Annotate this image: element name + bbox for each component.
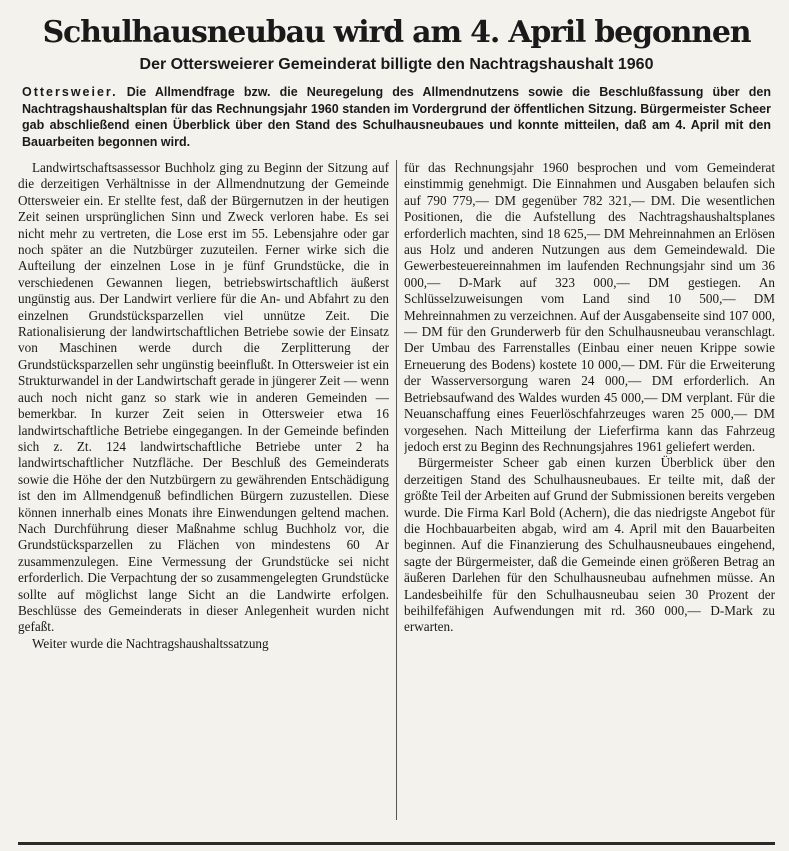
column-divider [396, 160, 397, 820]
paragraph: Bürgermeister Scheer gab einen kurzen Überblick über den derzeitigen Stand des Schulhausneubaues. Er teilte mit, daß der größte Teil der Arbeiten auf Grund der Submissionen bereits vergeben wurde. Die Firma Karl Bold (Achern), die das niedrigste Angebot für die Hochbauarbeiten abgab, wird am 4. April mit den Bauarbeiten beginnen. Auf die Finanzierung des Schulhausneubaues eingehend, sagte der Bürgermeister, daß die Gemeinde einen größeren Betrag an äußeren Darlehen für den Schulhausneubau aufnehmen müsse. An Landesbeihilfe für den Schulhausneubau seien 30 Prozent der beihilfefähigen Aufwendungen mit rd. 360 000,— D-Mark zu erwarten. [404, 455, 775, 635]
subheadline: Der Ottersweierer Gemeinderat billigte den Nachtragshaushalt 1960 [139, 56, 654, 73]
bottom-rule [18, 842, 775, 845]
lead-text: Die Allmendfrage bzw. die Neuregelung des Allmendnutzens sowie die Beschlußfassung über den Nachtragshaushaltsplan für das Rechnungsjahr 1960 standen im Vordergrund der öffentlichen Sitzung. Bürgermeister Scheer gab abschließend einen Überblick über den Stand des Schulhausneubaues und konnte mitteilen, daß am 4. April mit den Bauarbeiten begonnen wird. [22, 85, 771, 149]
column-left [18, 160, 389, 820]
paragraph: Landwirtschaftsassessor Buchholz ging zu Beginn der Sitzung auf die derzeitigen Verhältnisse in der Allmendnutzung der Gemeinde Ottersweier ein. Er stellte fest, daß der Bürgernutzen in der heutigen Zeit seinen ursprünglichen Sinn und Zweck verloren habe. Es sei nicht mehr zu vertreten, die Lose erst im 55. Lebensjahre oder gar noch später an die Nutzbürger zuzuteilen. Ferner wirke sich die Aufteilung der einzelnen Lose in je fünf Grundstücke, die in verschiedenen Gewannen liegen, betriebswirtschaftlich äußerst ungünstig aus. Der Landwirt verliere für die An- und Abfahrt zu den einzelnen Grundstücksparzellen viel unnütze Zeit. Die Rationalisierung der landwirtschaftlichen Betriebe sowie der Einsatz von Maschinen werde durch die Zerplitterung der Grundstücksparzellen sehr ungünstig beeinflußt. In Ottersweier ist ein Strukturwandel in der Landwirtschaft gerade in jüngerer Zeit — wenn auch noch nicht ganz so stark wie in anderen Gemeinden — bemerkbar. In kurzer Zeit seien in Ottersweier etwa 16 landwirtschaftliche Betriebe eingegangen. In der Gemeinde befinden sich z. Zt. 124 landwirtschaftliche Betriebe unter 2 ha landwirtschaftlicher Nutzfläche. Der Beschluß des Gemeinderats sowie die Höhe der den Nutzbürgern zu gewährenden Entschädigung ist den im Allmendgenuß befindlichen Bürgern zuzustellen. Diese können innerhalb eines Monats ihre Einwendungen geltend machen. Nach Durchführung dieser Maßnahme schlug Buchholz vor, die Grundstücksparzellen zu Flächen von mindestens 60 Ar zusammenzulegen. Eine Vermessung der Grundstücke sei nicht erforderlich. Die Verpachtung der so zusammengelegten Grundstücke sollte auf möglichst lange Sicht an die Landwirte erfolgen. Beschlüsse des Gemeinderats in dieser Anlegenheit wurden nicht gefaßt. [18, 160, 389, 635]
dateline-place: Ottersweier. [22, 85, 118, 99]
lead-paragraph [18, 84, 775, 150]
column-right [404, 160, 775, 820]
paragraph: für das Rechnungsjahr 1960 besprochen und vom Gemeinderat einstimmig genehmigt. Die Einnahmen und Ausgaben belaufen sich auf 790 779,— DM gegenüber 782 321,— DM. Die wesentlichen Positionen, die die Aufstellung des Nachtragshaushaltsplanes erforderlich machten, sind 18 625,— DM Mehreinnahmen an Erlösen aus Holz und anderen Nutzungen aus dem Gemeindewald. Die Gewerbesteuereinnahmen im laufenden Rechnungsjahr sind um 36 000,— D-Mark auf 323 000,— DM gestiegen. An Schlüsselzuweisungen vom Land sind 10 500,— DM Mehreinnahmen zu verzeichnen. Auf der Ausgabenseite sind 107 000,— DM für den Grunderwerb für den Schulhausneubau veranschlagt. Der Umbau des Farrenstalles (Einbau einer neuen Krippe sowie Erneuerung des Bodens) kostete 10 000,— DM. Für die Erweiterung der Wasserversorgung waren 24 000,— DM erforderlich. An Betriebsaufwand des Waldes wurden 45 000,— DM verplant. Für die Neuanschaffung eines Feuerlöschfahrzeuges waren 25 000,— DM vorgesehen. Nach Mitteilung der Lieferfirma kann das Fahrzeug jedoch erst zu Beginn des Rechnungsjahres 1961 geliefert werden. [404, 160, 775, 454]
paragraph: Weiter wurde die Nachtragshaushaltssatzung [32, 635, 269, 651]
headline: Schulhausneubau wird am 4. April begonnen [42, 15, 751, 50]
article-body [18, 160, 775, 820]
